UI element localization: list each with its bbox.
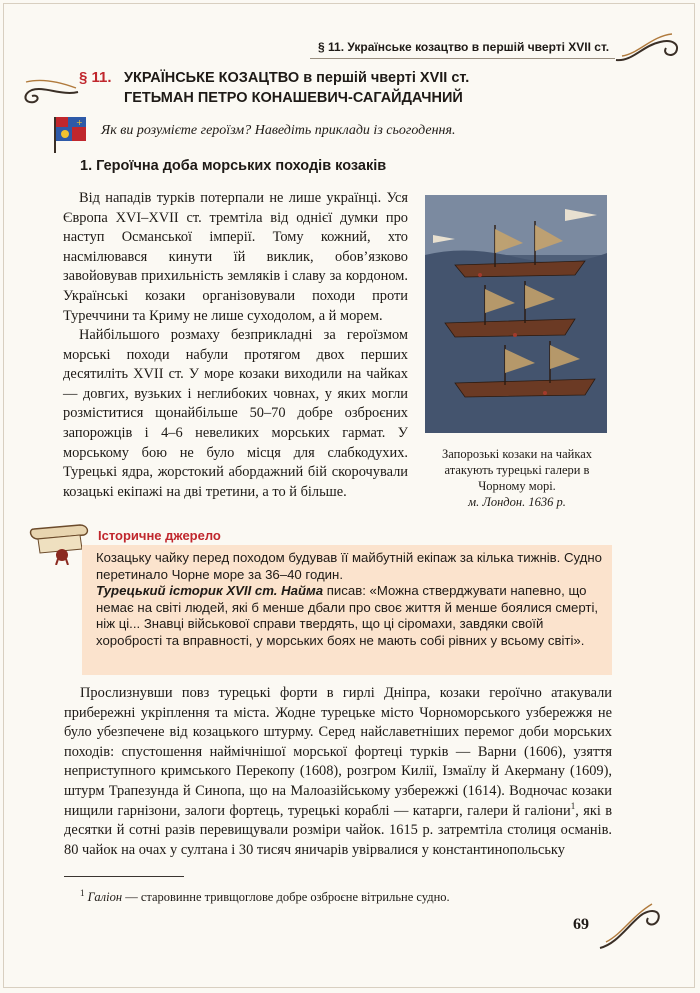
paragraph-2: Найбільшого розмаху безприкладні за героїзмом морські походи набули протягом двох перших десятиліть XVII ст. У море козаки виходили на чайках — довгих, вузьких і неглибоких човнах, у яких могли розміститися щонайбільше 50–70 добре озброєних запорожців і 4–6 невеликих морських гармат. У морському бою не було місця для слабкодухих. Турецькі ядра, жорстокий абордажний бій скорочували козацькі екіпажі на дві третини, а то й більше. <box>63 327 408 500</box>
page-flourish-icon <box>596 898 666 954</box>
section-title <box>124 68 469 108</box>
source-text <box>96 550 606 650</box>
paragraph-1: Від нападів турків потерпали не лише українці. Уся Європа XVI–XVII ст. тремтіла від однієї думки про наступ Османської імперії. Тому кожний, хто насмілювався кинути їй виклик, обов’язково завойовував прихильність земляків і славу за кордоном. Українські козаки організовували походи проти Туреччини та Криму не лише суходолом, а й морем. <box>63 190 408 324</box>
paragraph-3-part1: Прослизнувши повз турецькі форти в гирлі Дніпра, козаки героїчно атакували прибережні укріплення та міста. Жодне турецьке місто Чорноморського узбережжя не було убезпечене від козацького штурму. Серед найславетніших перемог доби морських походів: спустошення наймічнішої морської фортеці турків — Варни (1606), узяття неприступного кримського Перекопу (1608), розгром Килії, Ізмаїлу й Акерману (1609), штурм Трапезунда й Синопа, що на Малоазійському узбережжі (1614). Водночас козаки нищили гарнізони, залоги фортець, турецькі кораблі — катарги, галери й галіони <box>64 685 612 819</box>
footnote-rule <box>64 876 184 877</box>
source-author: Турецький історик XVII ст. Найма <box>96 583 324 599</box>
paragraph-3-part2: , які в десятки й сотні разів перевищували розміри чайок. 1615 р. затремтіла столиця османів. 80 чайок на очах у султана і 30 тисяч яничарів увірвалися у константинопольську <box>64 802 613 858</box>
footnote-ref: 1 <box>570 800 576 811</box>
section-title-line2: ГЕТЬМАН ПЕТРО КОНАШЕВИЧ-САГАЙДАЧНИЙ <box>124 90 463 106</box>
title-flourish-icon <box>18 62 82 106</box>
running-header: § 11. Українське козацтво в першій чверті XVII ст. <box>318 40 610 54</box>
source-quote: писав: «Можна стверджувати напевно, що немає на світі людей, які б менше дбали про своє життя й менше боялися смерті, ніж ці... Знавці військової справи твердять, що ці сіромахи, завдяки своїй хоробрості та вправності, у морських боях не мають собі рівних у всьому світі». <box>96 583 599 648</box>
section-title-line1: УКРАЇНСЬКЕ КОЗАЦТВО в першій чверті XVII ст. <box>124 70 470 86</box>
figure-credit: м. Лондон. 1636 р. <box>468 495 566 509</box>
lesson-question: Як ви розумієте героїзм? Наведіть приклади із сьогодення. <box>101 123 456 138</box>
section-number: § 11. <box>79 69 112 86</box>
svg-text:+: + <box>76 118 83 127</box>
figure-caption-text: Запорозькі козаки на чайках атакують турецькі галери в Чорному морі. <box>441 447 593 493</box>
footnote-marker: 1 <box>80 887 85 898</box>
question-flag-icon <box>52 115 94 155</box>
figure-caption <box>420 446 614 510</box>
footnote <box>80 887 450 905</box>
footnote-text: — старовинне тривщоглове добре озброєне вітрильне судно. <box>122 890 450 904</box>
source-title: Історичне джерело <box>98 528 221 543</box>
source-text-1: Козацьку чайку перед походом будував її майбутній екіпаж за кілька тижнів. Судно перетинало Чорне море за 36–40 годин. <box>96 550 602 582</box>
page-number: 69 <box>573 916 589 933</box>
footnote-term: Галіон <box>87 890 123 904</box>
header-rule <box>310 58 615 59</box>
subheading: 1. Героїчна доба морських походів козаків <box>80 158 387 174</box>
paragraph-3 <box>64 684 612 860</box>
corner-flourish-icon <box>612 26 684 70</box>
cossack-chaikas-painting <box>425 195 607 433</box>
